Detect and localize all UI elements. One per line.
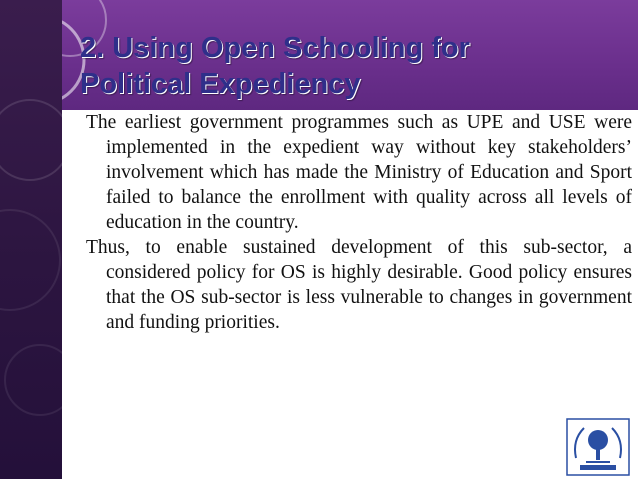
paragraph-1: The earliest government programmes such as UPE and USE were implemented in the expedient way without key stakeholders’ involvement which has made the Ministry of Education and Sport failed to balance the enrollment with quality across all levels of education in the country.	[86, 112, 632, 233]
side-band	[0, 0, 62, 479]
institution-seal-icon	[566, 418, 630, 476]
slide-body	[86, 110, 632, 335]
title-line-2: Political Expediency	[80, 68, 361, 100]
paragraph-2: Thus, to enable sustained development of this sub-sector, a considered policy for OS is highly desirable. Good policy ensures that the OS sub-sector is less vulnerable to changes in government and funding priorities.	[86, 237, 632, 333]
texture-pattern-icon	[0, 0, 62, 479]
slide-title	[80, 30, 620, 102]
title-line-1: 2. Using Open Schooling for	[80, 32, 470, 64]
